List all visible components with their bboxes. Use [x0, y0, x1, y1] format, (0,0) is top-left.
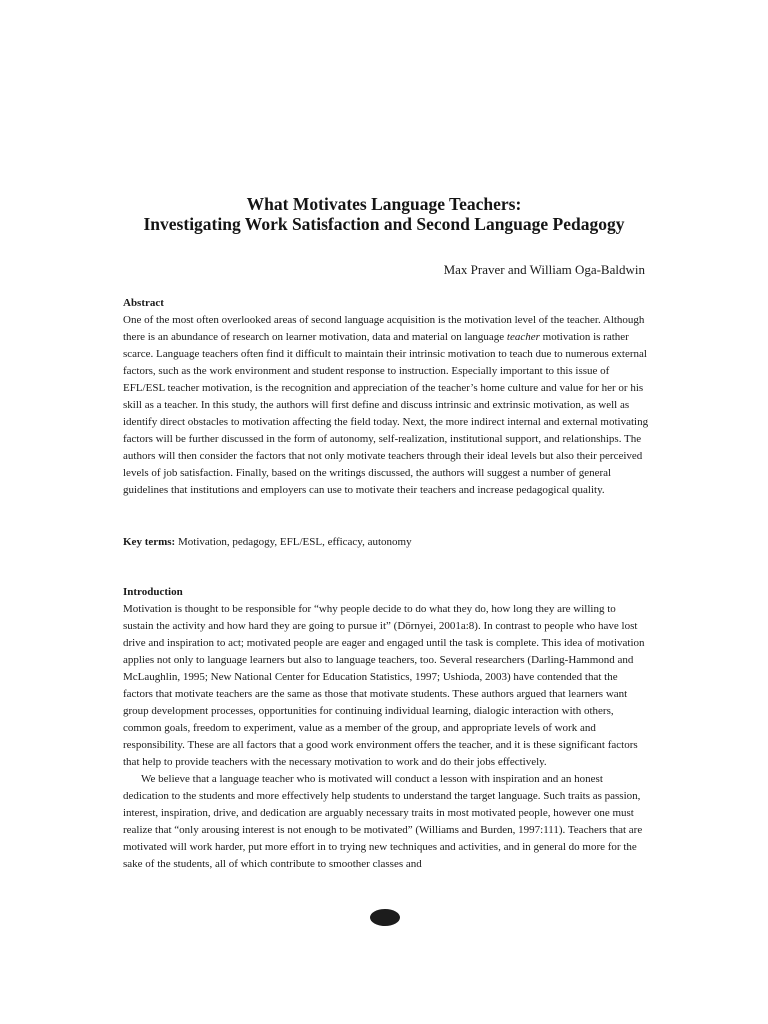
title-line-1: What Motivates Language Teachers: [246, 194, 522, 214]
key-terms-label: Key terms: [123, 536, 176, 548]
paper-title [0, 194, 768, 234]
introduction-paragraph-2: We believe that a language teacher who is motivated will conduct a lesson with inspiration and an honest dedication to the students and more effectively help students to understand the target language. Such traits as passion, interest, inspiration, drive, and dedication are arguably necessary traits in most motivated people, however one must realize that “only arousing interest is not enough to be motivated” (Williams and Burden, 1997:111). Teachers that are motivated will work harder, put more effort in to trying new techniques and activities, and in general do more for the sake of the students, all of which contribute to smoother classes and [123, 773, 643, 870]
key-terms-list: Motivation, pedagogy, EFL/ESL, efficacy, autonomy [175, 536, 412, 548]
abstract-text-part-1: One of the most often overlooked areas of second language acquisition is the motivation level of the teacher. Although there is an abundance of research on learner motivation, data and material on language [123, 314, 645, 343]
introduction-paragraph-1: Motivation is thought to be responsible for “why people decide to do what they do, how long they are willing to sustain the activity and how hard they are going to pursue it” (Dörnyei, 2001a:8). In contrast to people who have lost drive and inspiration to act; motivated people are eager and engaged until the task is complete. This idea of motivation applies not only to language learners but also to language teachers, too. Several researchers (Darling-Hammond and McLaughlin, 1995; New National Center for Education Statistics, 1997; Ushioda, 2003) have contended that the factors that motivate teachers are the same as those that motivate students. These authors argued that learners want group development processes, opportunities for continuing individual learning, dialogic interaction with others, common goals, freedom to experiment, value as a member of the group, and appropriate levels of work and responsibility. These are all factors that a good work environment offers the teacher, and it is these significant factors that help to provide teachers with the necessary motivation to work and do their jobs effectively. [123, 603, 645, 768]
page-number-marker [370, 909, 400, 926]
abstract-paragraph [123, 312, 649, 499]
abstract-emphasis: teacher [506, 331, 540, 343]
abstract-section [123, 295, 649, 499]
abstract-text-part-2: motivation is rather scarce. Language teachers often find it difficult to maintain their intrinsic motivation to teach due to numerous external factors, such as the work environment and student response to instruction. Especially important to this issue of EFL/ESL teacher motivation, is the recognition and appreciation of the teacher’s home culture and value for her or his skill as a teacher. In this study, the authors will first define and discuss intrinsic and extrinsic motivation, as well as identify direct obstacles to motivation affecting the field today. Next, the more indirect internal and external motivating factors will be further discussed in the form of autonomy, self-realization, institutional support, and relationships. The authors will then consider the factors that not only motivate teachers through their ideal levels but also their perceived levels of job satisfaction. Finally, based on the writings discussed, the authors will suggest a number of general guidelines that institutions and employers can use to motivate their teachers and increase pedagogical quality. [123, 331, 649, 496]
abstract-heading: Abstract [123, 297, 164, 309]
key-terms-section [123, 534, 649, 551]
author-line: Max Praver and William Oga-Baldwin [443, 262, 645, 277]
key-terms-paragraph [123, 534, 649, 551]
introduction-heading: Introduction [123, 586, 183, 598]
title-line-2: Investigating Work Satisfaction and Second Language Pedagogy [143, 214, 625, 234]
introduction-section [123, 584, 649, 873]
